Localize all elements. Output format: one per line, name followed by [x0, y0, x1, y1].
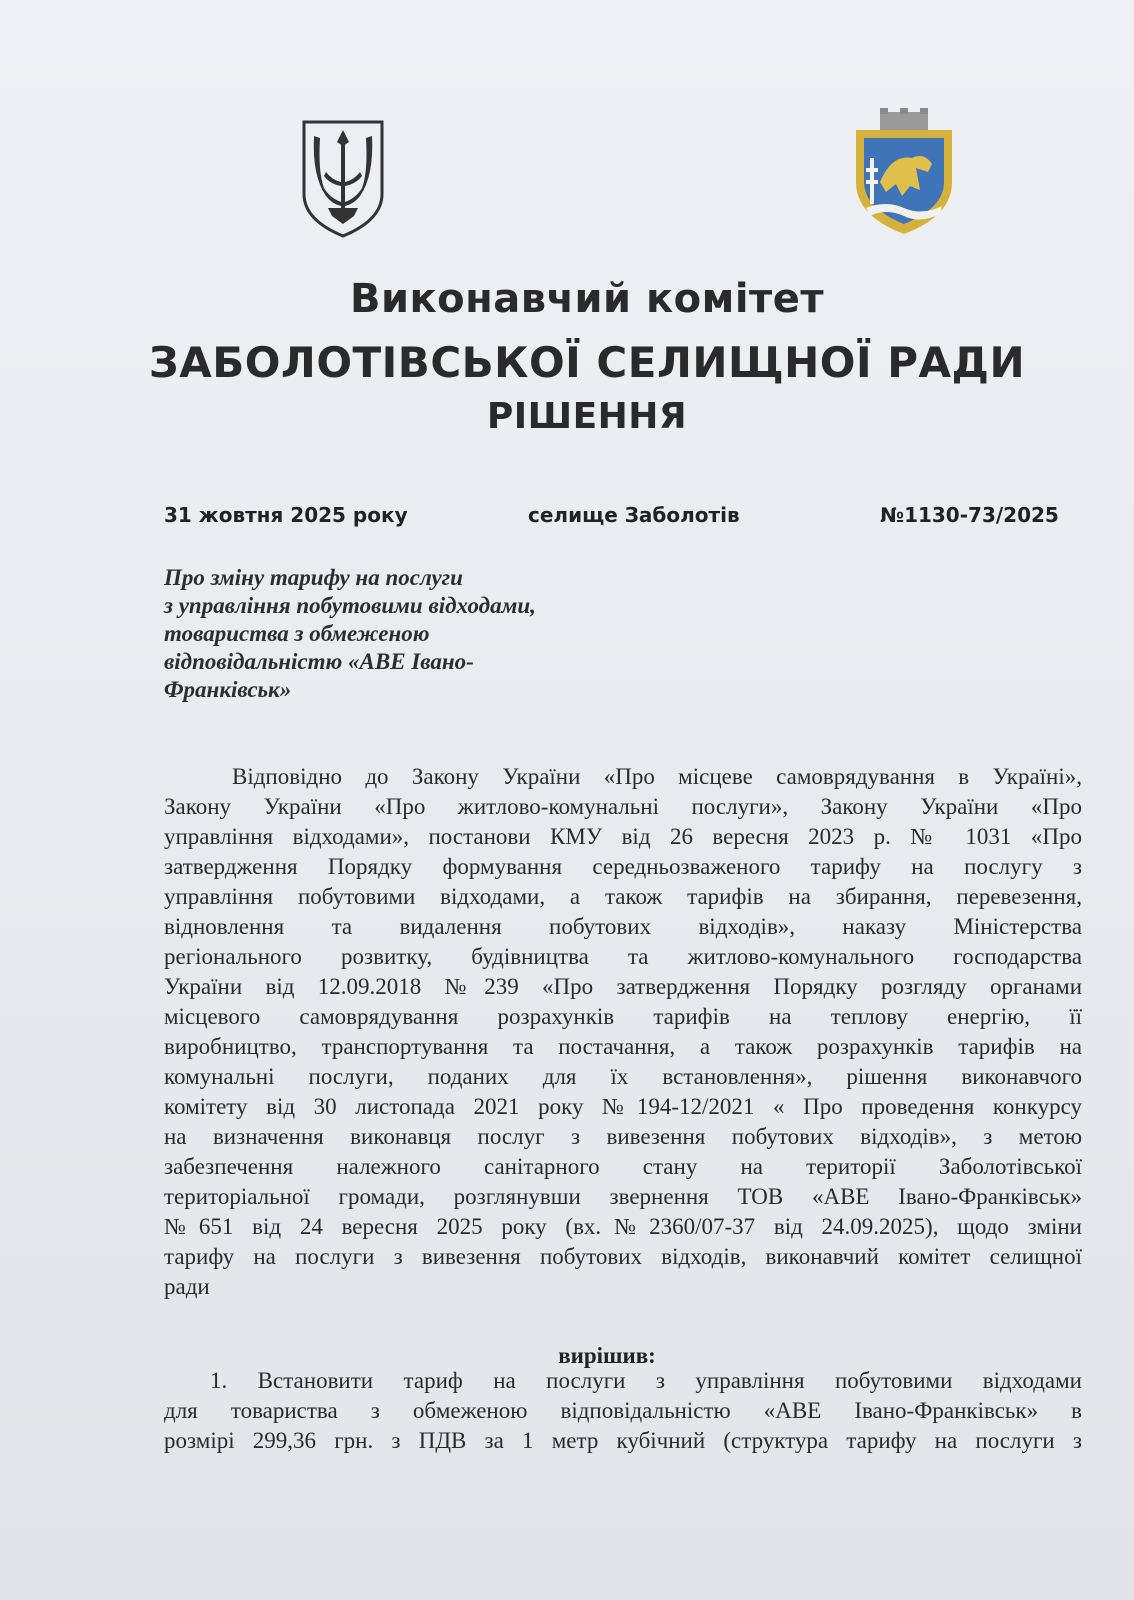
decision-place: селище Заболотів	[528, 503, 740, 527]
subject-line: Про зміну тарифу на послуги	[164, 565, 463, 590]
subject-line: відповідальністю «АВЕ Івано-	[164, 649, 474, 674]
subject-line: товариства з обмеженою	[164, 621, 430, 646]
decision-point-1	[164, 1366, 1082, 1456]
paragraph-line: відновлення та видалення побутових відходів», наказу Міністерства	[164, 914, 1082, 939]
decision-subject	[164, 564, 564, 704]
paragraph-line: управління відходами», постанови КМУ від 26 вересня 2023 р. № 1031 «Про	[164, 824, 1082, 849]
paragraph-line: №651 від 24 вересня 2025 року (вх.№2360/07-37 від 24.09.2025), щодо зміни	[164, 1214, 1082, 1239]
paragraph-line: Відповідно до Закону України «Про місцеве самоврядування в Україні»,	[232, 764, 1082, 789]
paragraph-line: управління побутовими відходами, а також тарифів на збирання, перевезення,	[164, 884, 1082, 909]
paragraph-line: розмірі 299,36 грн. з ПДВ за 1 метр кубічний (структура тарифу на послуги з	[164, 1428, 1082, 1453]
paragraph-line: затвердження Порядку формування середньозваженого тарифу на послугу з	[164, 854, 1082, 879]
paragraph-line: України від 12.09.2018 №239 «Про затвердження Порядку розгляду органами	[164, 974, 1082, 999]
decision-number: №1130-73/2025	[880, 503, 1059, 527]
decision-title: РІШЕННЯ	[486, 396, 688, 437]
paragraph-line: регіонального розвитку, будівництва та житлово-комунального господарства	[164, 944, 1082, 969]
preamble-paragraph	[164, 762, 1082, 1302]
decided-heading: вирішив:	[558, 1343, 656, 1368]
paragraph-line: місцевого самоврядування розрахунків тарифів на теплову енергію, її	[164, 1004, 1082, 1029]
paragraph-line: тарифу на послуги з вивезення побутових відходів, виконавчий комітет селищної	[164, 1244, 1082, 1269]
paragraph-line: комітету від 30 листопада 2021 року №194-12/2021 « Про проведення конкурсу	[164, 1094, 1082, 1119]
decision-date: 31 жовтня 2025 року	[164, 503, 408, 527]
paragraph-line: для товариства з обмеженою відповідальністю «АВЕ Івано-Франківськ» в	[164, 1398, 1082, 1423]
paragraph-line: ради	[164, 1274, 210, 1299]
paragraph-line: виробництво, транспортування та постачання, а також розрахунків тарифів на	[164, 1034, 1082, 1059]
subject-line: Франківськ»	[164, 677, 292, 702]
subject-line: з управління побутовими відходами,	[164, 593, 536, 618]
paragraph-line: забезпечення належного санітарного стану на території Заболотівської	[164, 1154, 1082, 1179]
committee-title: Виконавчий комітет	[349, 276, 825, 322]
paragraph-line: територіальної громади, розглянувши звернення ТОВ «АВЕ Івано-Франківськ»	[164, 1184, 1082, 1209]
paragraph-line: на визначення виконавця послуг з вивезення побутових відходів», з метою	[164, 1124, 1082, 1149]
paragraph-line: комунальні послуги, поданих для їх встановлення», рішення виконавчого	[164, 1064, 1082, 1089]
council-title: ЗАБОЛОТІВСЬКОЇ СЕЛИЩНОЇ РАДИ	[148, 338, 1026, 387]
ukraine-trident-icon	[296, 116, 390, 240]
paragraph-line: Закону України «Про житлово-комунальні послуги», Закону України «Про	[164, 794, 1082, 819]
paragraph-line: 1. Встановити тариф на послуги з управління побутовими відходами	[210, 1368, 1082, 1393]
zabolotiv-coat-of-arms-icon	[850, 108, 958, 236]
